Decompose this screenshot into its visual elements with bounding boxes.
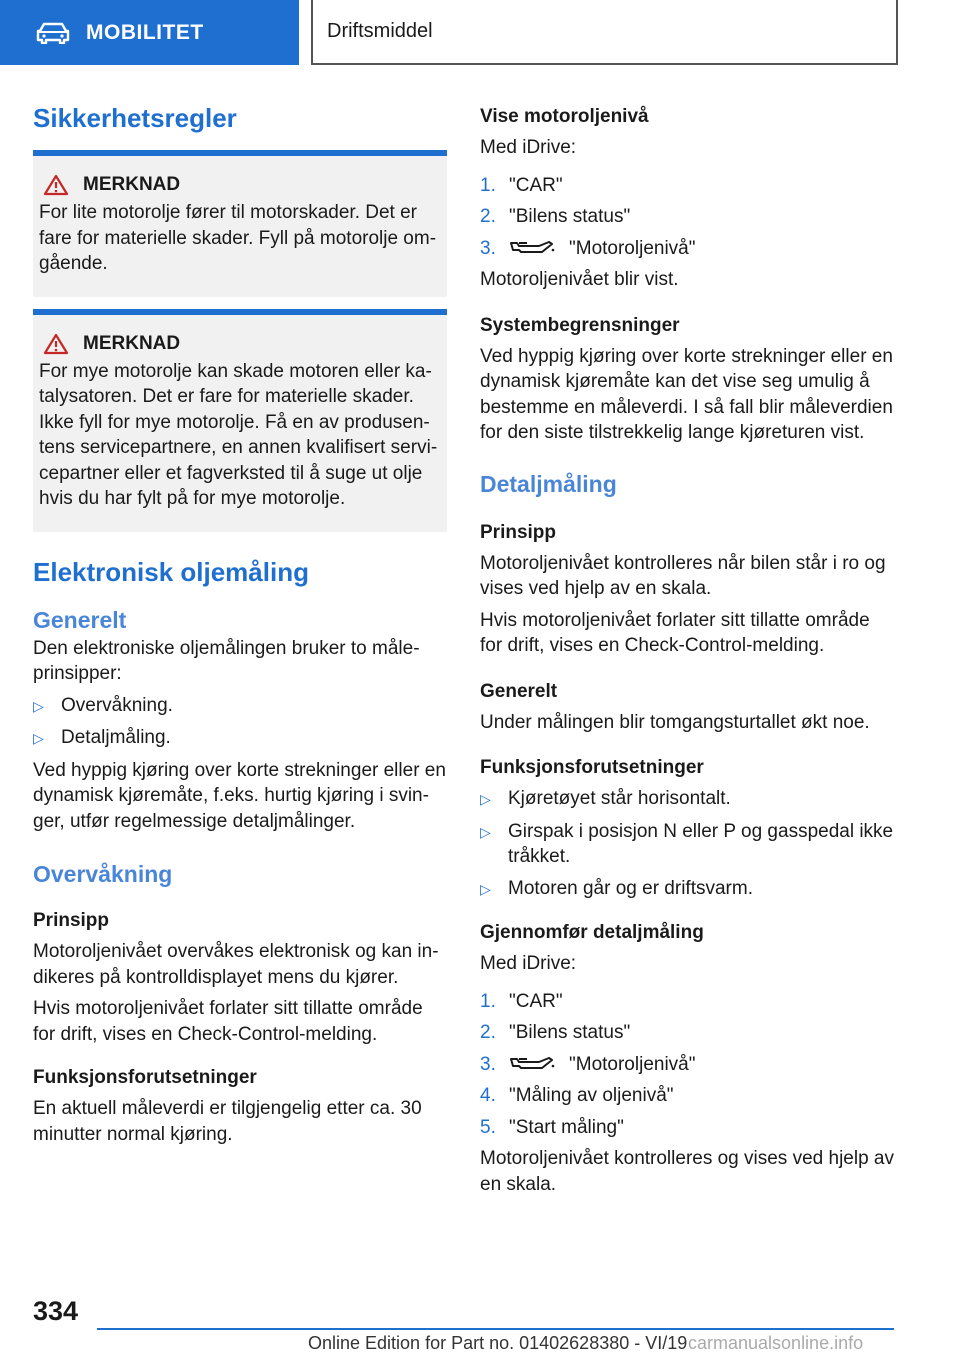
triangle-bullet-icon: ▷ (33, 730, 44, 746)
principle-title: Prinsipp (33, 910, 110, 931)
principle-text-1: Motoroljenivået overvåkes elektronisk og kan indikeres på kontrolldisplayet mens du kjører. (33, 941, 439, 988)
notice-box-1 (33, 150, 447, 297)
function-requirements-title: Funksjonsforutsetninger (33, 1067, 257, 1088)
oil-can-icon (509, 238, 555, 258)
principle-text-2: Hvis motoroljenivået forlater sitt tillatte område for drift, vises en Check-Control-melding. (480, 609, 870, 656)
section-header (311, 0, 898, 65)
principle-text-2: Hvis motoroljenivået forlater sitt tillatte område for drift, vises en Check-Control-melding. (33, 998, 423, 1045)
right-column (480, 100, 895, 1197)
category-label: MOBILITET (86, 20, 204, 44)
perform-intro: Med iDrive: (480, 953, 577, 974)
function-requirements-text: En aktuell måleverdi er tilgjengelig etter ca. 30 minutter normal kjøring. (33, 1098, 422, 1145)
triangle-bullet-icon: ▷ (480, 880, 491, 897)
car-icon (36, 22, 70, 44)
footer-divider (97, 1328, 894, 1330)
section-label: Driftsmiddel (327, 20, 433, 42)
oil-can-icon (509, 1054, 555, 1074)
page-number: 334 (33, 1296, 79, 1326)
triangle-bullet-icon: ▷ (480, 791, 491, 807)
notice-title: MERKNAD (83, 174, 181, 195)
list-item: ▷ Motoren går og er driftsvarm. (480, 876, 895, 903)
safety-title: Sikkerhetsregler (33, 103, 237, 133)
view-result: Motoroljenivået blir vist. (480, 269, 679, 290)
triangle-bullet-icon: ▷ (33, 697, 44, 714)
warning-icon (43, 174, 69, 196)
list-item: ▷ Detaljmåling. (33, 725, 447, 752)
list-item: 2. "Bilens status" (480, 1022, 631, 1043)
notice-text: For lite motorolje fører til motorskader. Det er fare for materielle skader. Fyll på motorolje omgående. (39, 202, 437, 274)
watermark: carmanualsonline.info (688, 1333, 864, 1353)
general-title: Generelt (480, 680, 558, 702)
electronic-oil-title: Elektronisk oljemåling (33, 556, 309, 587)
system-limits-title: Systembegrensninger (480, 314, 680, 336)
list-item: 1. "CAR" (480, 990, 563, 1012)
monitoring-title: Overvåkning (33, 861, 173, 887)
notice-box-2 (33, 309, 447, 532)
list-item: 1. "CAR" (480, 174, 563, 196)
function-requirements-title: Funksjonsforutsetninger (480, 757, 704, 778)
list-item: ▷ Overvåkning. (33, 693, 447, 720)
general-text: Under målingen blir tomgangsturtallet økt noe. (480, 711, 870, 733)
general-text: Den elektroniske oljemålingen bruker to måleprinsipper: (33, 637, 420, 684)
list-item: 2. "Bilens status" (480, 206, 631, 227)
triangle-bullet-icon: ▷ (480, 823, 491, 840)
view-intro: Med iDrive: (480, 137, 577, 158)
general-title: Generelt (33, 606, 127, 633)
principle-title: Prinsipp (480, 521, 557, 543)
view-oil-level-title: Vise motoroljenivå (480, 106, 649, 127)
edition-text: Online Edition for Part no. 01402628380 - VI/19 (308, 1333, 688, 1353)
list-item: ▷ Kjøretøyet står horisontalt. (480, 786, 895, 813)
notice-text: For mye motorolje kan skade motoren eller katalysatoren. Det er fare for materielle skader. Ikke fyll for mye motorolje. Få en av produsentens servicepartnere, en annen kvalifisert servicepartner eller et fagverksted til å suge ut olje hvis du har fylt på for mye motorolje. (39, 360, 438, 509)
list-item: 5. "Start måling" (480, 1116, 624, 1138)
left-column (33, 100, 447, 1147)
detail-measurement-title: Detaljmåling (480, 470, 617, 497)
category-tab[interactable] (0, 0, 299, 65)
perform-measurement-title: Gjennomfør detaljmåling (480, 922, 704, 943)
perform-result: Motoroljenivået kontrolleres og vises ved hjelp av en skala. (480, 1148, 894, 1195)
list-item: 4. "Måling av oljenivå" (480, 1085, 674, 1106)
general-text-2: Ved hyppig kjøring over korte strekninger eller en dynamisk kjøremåte, f.eks. hurtig kjøring i svinger, utfør regelmessige detaljmålinger. (33, 759, 446, 832)
system-limits-text: Ved hyppig kjøring over korte strekninger eller en dynamisk kjøremåte kan det vise seg umulig å bestemme en måleverdi. I så fall blir måleverdien for den siste tilstrekkelig lange kjøreturen vist. (480, 345, 893, 443)
principle-text-1: Motoroljenivået kontrolleres når bilen står i ro og vises ved hjelp av en skala. (480, 552, 886, 599)
list-item: 3. "Motoroljenivå" (480, 237, 696, 259)
list-item: 3. "Motoroljenivå" (480, 1053, 696, 1075)
notice-title: MERKNAD (83, 332, 181, 354)
warning-icon (43, 333, 69, 355)
list-item: ▷ Girspak i posisjon N eller P og gasspedal ikke tråkket. (480, 819, 895, 870)
